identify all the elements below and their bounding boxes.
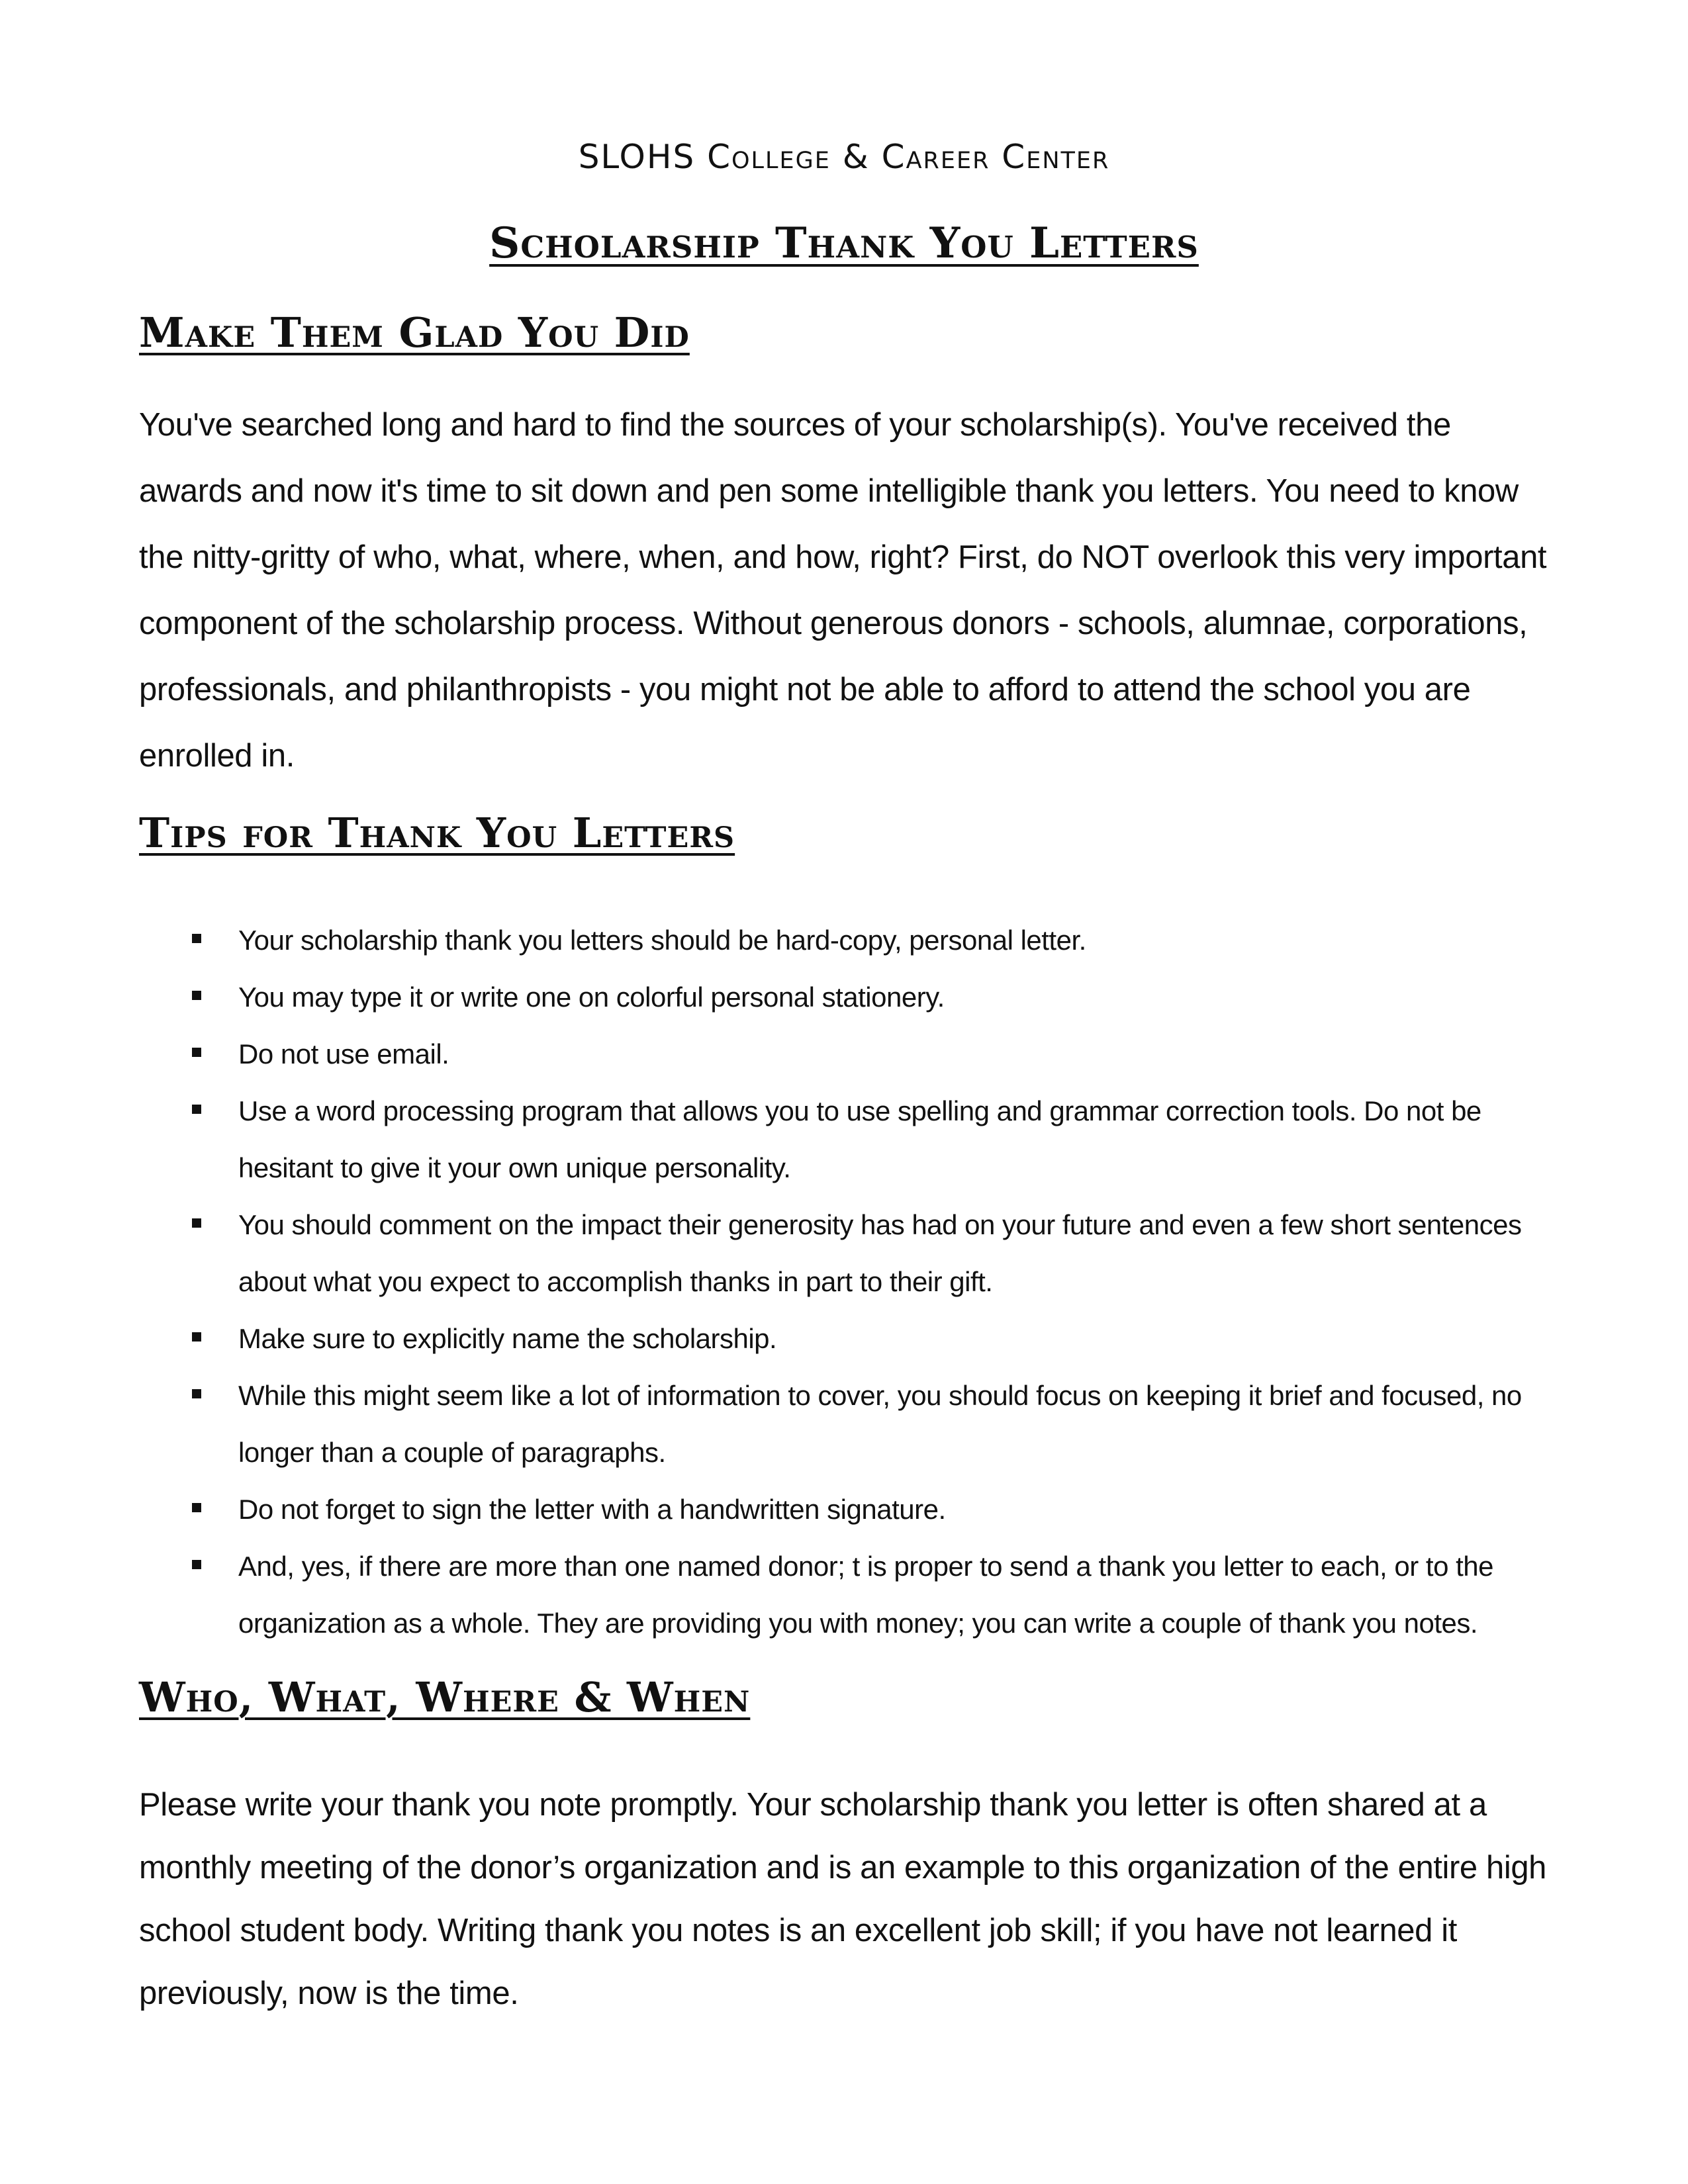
square-bullet-icon (192, 991, 201, 1000)
square-bullet-icon (192, 1218, 201, 1228)
list-item-text: You should comment on the impact their generosity has had on your future and even a few short sentences about what you expect to accomplish thanks in part to their gift. (238, 1209, 1522, 1297)
square-bullet-icon (192, 1389, 201, 1398)
list-item (139, 1481, 1549, 1538)
center-name: SLOHS College & Career Center (578, 138, 1110, 176)
list-item-text: While this might seem like a lot of information to cover, you should focus on keeping it brief and focused, no longer than a couple of paragraphs. (238, 1380, 1522, 1468)
list-item (139, 912, 1549, 969)
square-bullet-icon (192, 1503, 201, 1512)
square-bullet-icon (192, 934, 201, 943)
document-title: Scholarship Thank You Letters (489, 218, 1199, 268)
list-item-text: Use a word processing program that allows you to use spelling and grammar correction tools. Do not be hesitant to give it your own unique personality. (238, 1095, 1481, 1183)
square-bullet-icon (192, 1105, 201, 1114)
list-item-text: Do not use email. (238, 1038, 449, 1069)
section-heading-tips: Tips for Thank You Letters (139, 809, 735, 857)
list-item (139, 1197, 1549, 1310)
list-item (139, 1026, 1549, 1083)
list-item (139, 1310, 1549, 1367)
section-heading-glad: Make Them Glad You Did (139, 308, 690, 357)
list-item (139, 1538, 1549, 1652)
intro-paragraph: You've searched long and hard to find the sources of your scholarship(s). You've received the awards and now it's time to sit down and pen some intelligible thank you letters. You need to know the nitty-gritty of who, what, where, when, and how, right? First, do NOT overlook this very important component of the scholarship process. Without generous donors - schools, alumnae, corporations, professionals, and philanthropists - you might not be able to afford to attend the school you are enrolled in. (139, 407, 1547, 774)
square-bullet-icon (192, 1560, 201, 1569)
list-item-text: Your scholarship thank you letters should be hard-copy, personal letter. (238, 925, 1086, 956)
list-item-text: You may type it or write one on colorful personal stationery. (238, 981, 945, 1013)
section-heading-who-what: Who, What, Where & When (139, 1673, 751, 1721)
list-item-text: And, yes, if there are more than one named donor; t is proper to send a thank you letter to each, or to the organization as a whole. They are providing you with money; you can write a couple of thank you notes. (238, 1551, 1493, 1639)
list-item (139, 1083, 1549, 1197)
list-item-text: Make sure to explicitly name the scholarship. (238, 1323, 777, 1354)
square-bullet-icon (192, 1332, 201, 1342)
list-item (139, 1367, 1549, 1481)
list-item-text: Do not forget to sign the letter with a handwritten signature. (238, 1494, 946, 1525)
square-bullet-icon (192, 1048, 201, 1057)
closing-paragraph: Please write your thank you note promptly. Your scholarship thank you letter is often shared at a monthly meeting of the donor’s organization and is an example to this organization of the entire high school student body. Writing thank you notes is an excellent job skill; if you have not learned it previously, now is the time. (139, 1787, 1547, 2011)
list-item (139, 969, 1549, 1026)
tips-list (139, 912, 1549, 1652)
